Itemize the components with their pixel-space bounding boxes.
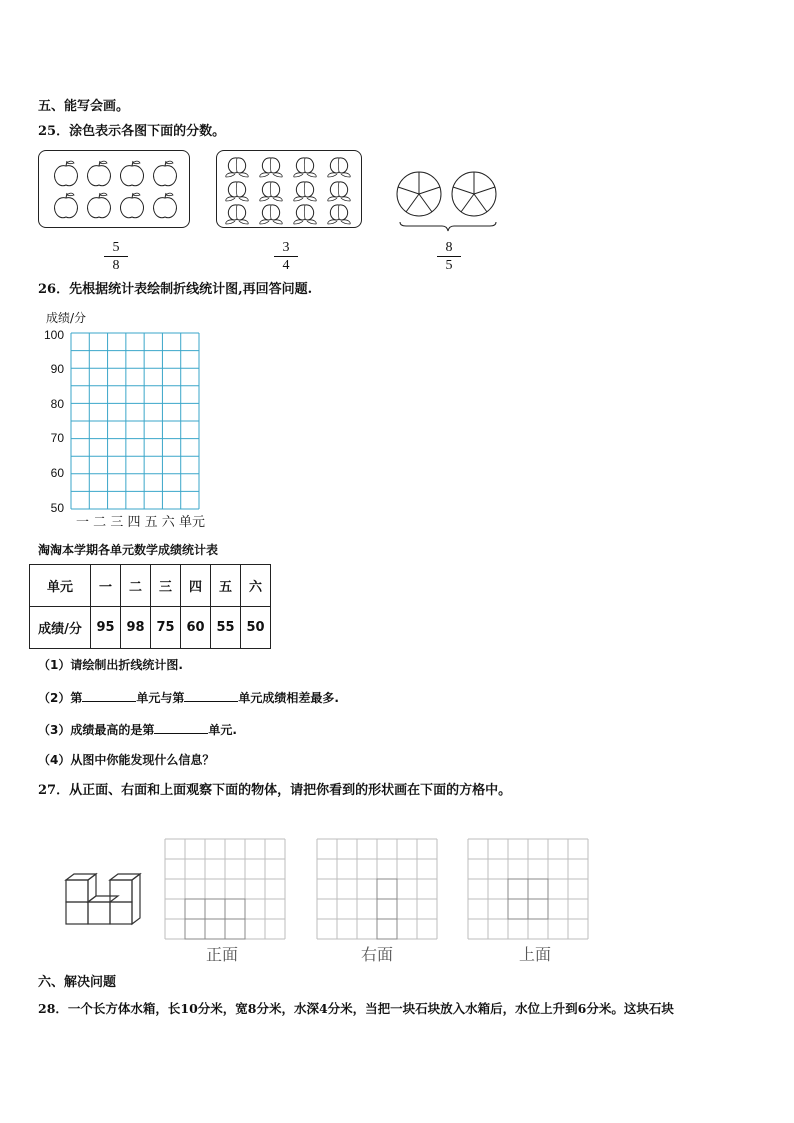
table-cell: 98 [121, 607, 151, 649]
view-outline-cell [377, 899, 397, 919]
x-tick-label: 五 [144, 515, 158, 530]
peach-icon [294, 205, 316, 224]
apple-icon [88, 193, 111, 218]
peaches-box [216, 150, 362, 228]
section-heading: 五、能写会画。 [38, 99, 130, 114]
apple-icon [88, 161, 111, 186]
apple-icon [154, 161, 177, 186]
sub-question-3-part-b: 单元. [208, 723, 237, 737]
sub-question-4: （4）从图中你能发现什么信息？ [38, 753, 215, 767]
answer-blank[interactable] [82, 689, 136, 702]
peaches-illustration [217, 151, 361, 227]
circle-5-parts [397, 172, 441, 216]
x-axis-labels [76, 511, 205, 530]
table-cell: 75 [151, 607, 181, 649]
cube-object-illustration [64, 872, 144, 936]
fraction-bar [274, 256, 298, 257]
top-view-caption: 上面 [519, 945, 552, 964]
sub-question-3 [38, 721, 237, 738]
right-view-caption: 右面 [361, 945, 394, 964]
apple-icon [55, 193, 78, 218]
x-tick-label: 四 [127, 515, 141, 530]
peach-icon [328, 182, 350, 201]
table-header-cell: 五 [211, 565, 241, 607]
table-header-cell: 二 [121, 565, 151, 607]
top-view-grid[interactable] [467, 838, 591, 940]
front-view-grid[interactable] [164, 838, 288, 940]
y-tick-label: 90 [50, 362, 64, 376]
table-header-cell: 六 [241, 565, 271, 607]
view-outline-cell [225, 919, 245, 939]
x-tick-label: 六 [161, 515, 175, 530]
sub-question-3-part-a: （3）成绩最高的是第 [38, 723, 155, 737]
question-27-text: 27．从正面、右面和上面观察下面的物体，请把你看到的形状画在下面的方格中。 [38, 783, 512, 798]
view-outline-cell [508, 899, 528, 919]
sub-question-1: （1）请绘制出折线统计图. [38, 658, 183, 672]
peach-icon [294, 158, 316, 177]
right-view-grid[interactable] [316, 838, 440, 940]
table-header-cell: 三 [151, 565, 181, 607]
section-heading: 六、解决问题 [38, 975, 117, 990]
fraction-3-4 [274, 240, 298, 273]
fraction-8-5 [437, 240, 461, 273]
question-28-text: 28．一个长方体水箱，长10分米，宽8分米，水深4分米，当把一块石块放入水箱后，水位上升到6分米。这块石块 [38, 1001, 674, 1016]
line-chart-grid[interactable] [70, 332, 202, 510]
table-cell: 60 [181, 607, 211, 649]
fraction-denominator: 4 [282, 258, 290, 273]
score-table [29, 564, 271, 649]
table-title: 淘淘本学期各单元数学成绩统计表 [38, 543, 219, 557]
view-outline-cell [205, 919, 225, 939]
table-cell: 55 [211, 607, 241, 649]
fraction-numerator: 8 [445, 240, 453, 255]
answer-blank[interactable] [154, 721, 208, 734]
fraction-denominator: 5 [445, 258, 453, 273]
view-outline-cell [185, 919, 205, 939]
table-cell: 95 [91, 607, 121, 649]
chart-y-axis-label: 成绩/分 [46, 311, 87, 325]
apples-illustration [39, 151, 189, 227]
fraction-numerator: 3 [282, 240, 290, 255]
fraction-numerator: 5 [112, 240, 120, 255]
view-outline-cell [377, 919, 397, 939]
fraction-bar [104, 256, 128, 257]
apples-box [38, 150, 190, 228]
apple-icon [121, 161, 144, 186]
peach-icon [226, 158, 248, 177]
view-outline-cell [528, 899, 548, 919]
apple-icon [121, 193, 144, 218]
x-tick-label: 一 [76, 515, 90, 530]
fraction-denominator: 8 [112, 258, 120, 273]
table-header-cell: 单元 [30, 565, 91, 607]
peach-icon [294, 182, 316, 201]
sub-question-2-part-b: 单元与第 [136, 691, 185, 705]
peach-icon [226, 205, 248, 224]
view-outline-cell [205, 899, 225, 919]
question-25-text: 25．涂色表示各图下面的分数。 [38, 124, 226, 139]
x-tick-label: 三 [110, 515, 124, 530]
peach-icon [328, 158, 350, 177]
brace [400, 222, 496, 231]
y-tick-label: 100 [43, 328, 64, 342]
y-tick-label: 70 [50, 431, 64, 445]
fraction-5-8 [104, 240, 128, 273]
table-header-cell: 一 [91, 565, 121, 607]
x-tick-label: 二 [93, 515, 107, 530]
view-outline-cell [377, 879, 397, 899]
answer-blank[interactable] [184, 689, 238, 702]
peach-icon [328, 205, 350, 224]
view-outline-cell [185, 899, 205, 919]
sub-question-2-part-c: 单元成绩相差最多. [238, 691, 339, 705]
apple-icon [55, 161, 78, 186]
table-cell: 50 [241, 607, 271, 649]
view-outline-cell [225, 899, 245, 919]
sub-question-2 [38, 689, 339, 706]
x-axis-label: 单元 [178, 515, 205, 530]
y-tick-label: 80 [50, 397, 64, 411]
apple-icon [154, 193, 177, 218]
view-outline-cell [528, 879, 548, 899]
peach-icon [260, 205, 282, 224]
y-tick-label: 50 [50, 501, 64, 515]
peach-icon [260, 182, 282, 201]
sub-question-2-part-a: （2）第 [38, 691, 83, 705]
circles-illustration [392, 164, 504, 234]
circle-5-parts [452, 172, 496, 216]
y-tick-label: 60 [50, 466, 64, 480]
front-view-caption: 正面 [206, 945, 239, 964]
peach-icon [226, 182, 248, 201]
fraction-bar [437, 256, 461, 257]
table-header-cell: 四 [181, 565, 211, 607]
view-outline-cell [508, 879, 528, 899]
table-cell: 成绩/分 [30, 607, 91, 649]
peach-icon [260, 158, 282, 177]
question-26-text: 26．先根据统计表绘制折线统计图,再回答问题. [38, 282, 313, 297]
